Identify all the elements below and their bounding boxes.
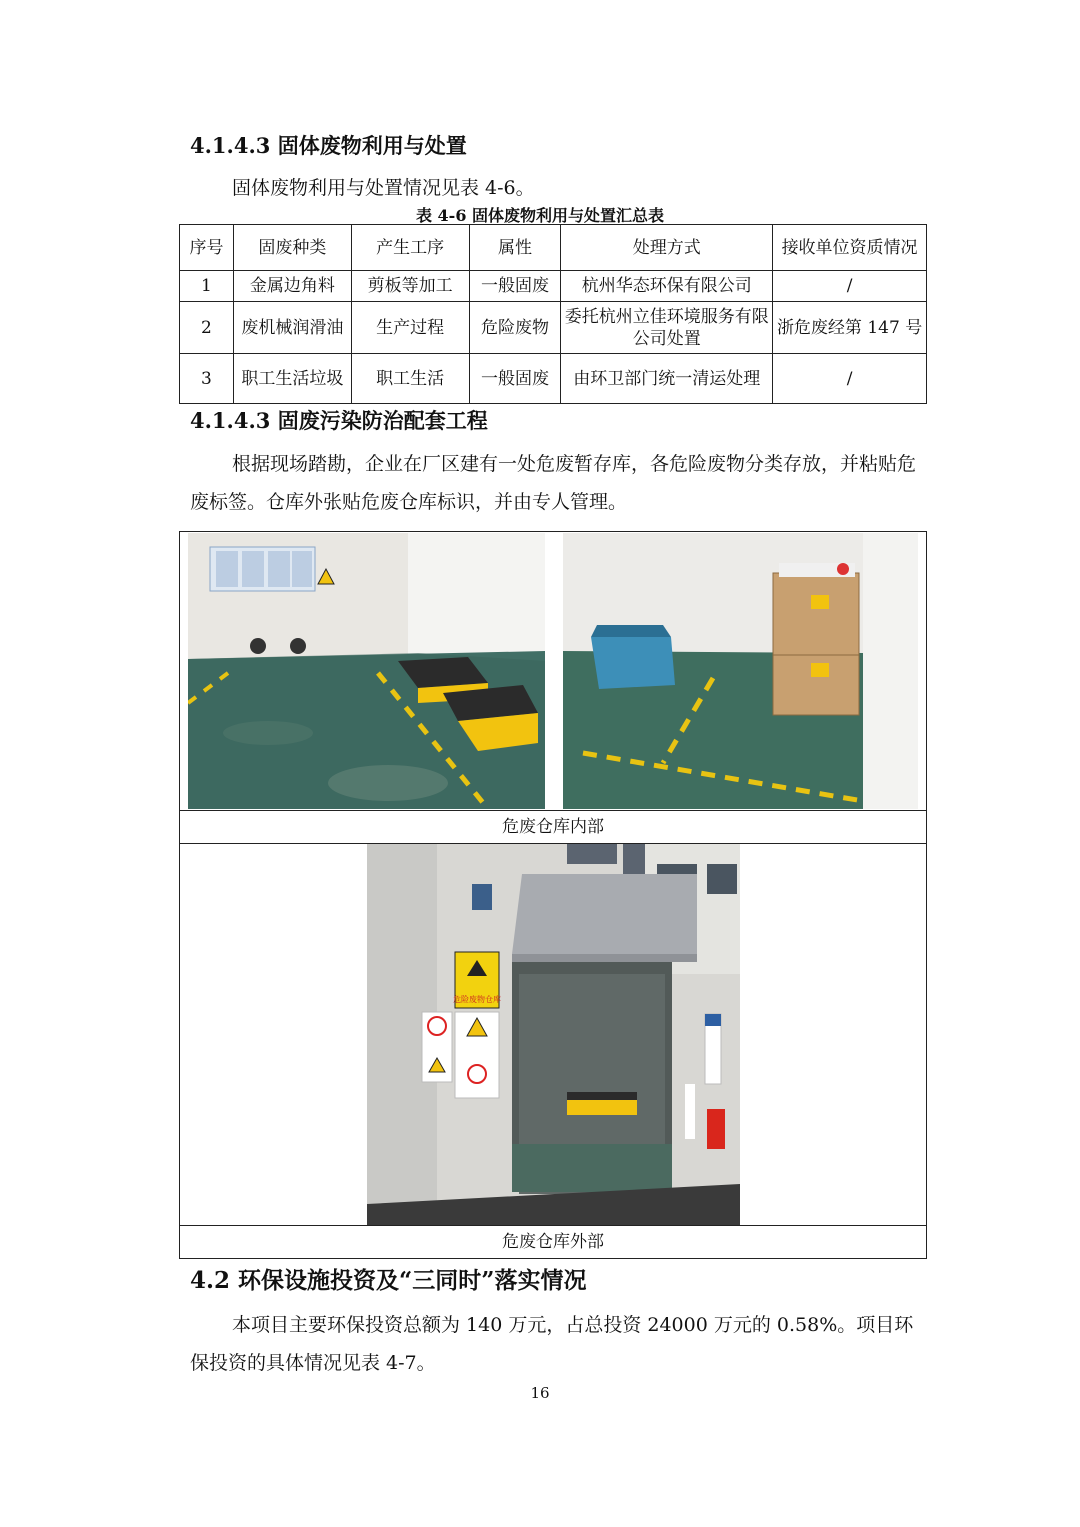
- table-cell: 一般固废: [469, 271, 561, 302]
- exterior-photo-row: [180, 844, 926, 1226]
- header-cell: 产生工序: [351, 225, 469, 271]
- header-cell: 属性: [469, 225, 561, 271]
- site-survey-paragraph: 根据现场踏勘，企业在厂区建有一处危废暂存库，各危险废物分类存放，并粘贴危废标签。仓库外张贴危废仓库标识，并由专人管理。: [190, 453, 917, 513]
- table-row: [180, 354, 927, 404]
- table-cell: 剪板等加工: [351, 271, 469, 302]
- page-number: 16: [530, 1384, 550, 1402]
- table-cell: 委托杭州立佳环境服务有限公司处置: [561, 302, 773, 354]
- table-cell: 杭州华态环保有限公司: [561, 271, 773, 302]
- section-heading-solid-waste: 4.1.4.3 固体废物利用与处置: [190, 133, 467, 158]
- table-cell: 危险废物: [469, 302, 561, 354]
- exterior-photo-warehouse: [367, 844, 740, 1225]
- warehouse-sign-text: 危险废物仓库: [453, 995, 501, 1004]
- header-cell: 接收单位资质情况: [773, 225, 927, 271]
- table-cell: 一般固废: [469, 354, 561, 404]
- section-heading-pollution-control: 4.1.4.3 固废污染防治配套工程: [190, 408, 488, 433]
- photo-caption-interior: 危废仓库内部: [180, 811, 926, 844]
- header-cell: 处理方式: [561, 225, 773, 271]
- table-caption: 表 4-6 固体废物利用与处置汇总表: [415, 206, 665, 225]
- table-cell: 废机械润滑油: [233, 302, 351, 354]
- table-cell: 生产过程: [351, 302, 469, 354]
- intro-paragraph: 固体废物利用与处置情况见表 4-6。: [232, 177, 535, 199]
- photo-table: [179, 531, 927, 1259]
- table-header-row: [180, 225, 927, 271]
- table-cell: 2: [180, 302, 234, 354]
- interior-photo-row: [180, 532, 926, 811]
- table-cell: 浙危废经第 147 号: [773, 302, 927, 354]
- header-cell: 固废种类: [233, 225, 351, 271]
- table-row: [180, 271, 927, 302]
- header-cell: 序号: [180, 225, 234, 271]
- table-cell: 1: [180, 271, 234, 302]
- photo-caption-exterior: 危废仓库外部: [502, 1232, 604, 1252]
- table-cell: /: [773, 271, 927, 302]
- interior-photo-pallets: [188, 533, 545, 809]
- interior-photo-boxes: [563, 533, 918, 809]
- table-row: [180, 302, 927, 354]
- investment-paragraph: 本项目主要环保投资总额为 140 万元，占总投资 24000 万元的 0.58%。项目环保投资的具体情况见表 4-7。: [190, 1314, 914, 1374]
- table-cell: 3: [180, 354, 234, 404]
- table-cell: 由环卫部门统一清运处理: [561, 354, 773, 404]
- table-cell: 金属边角料: [233, 271, 351, 302]
- solid-waste-table: [179, 224, 927, 404]
- section-heading-investment: 4.2 环保设施投资及“三同时”落实情况: [190, 1267, 587, 1294]
- table-cell: 职工生活垃圾: [233, 354, 351, 404]
- table-cell: 职工生活: [351, 354, 469, 404]
- table-cell: /: [773, 354, 927, 404]
